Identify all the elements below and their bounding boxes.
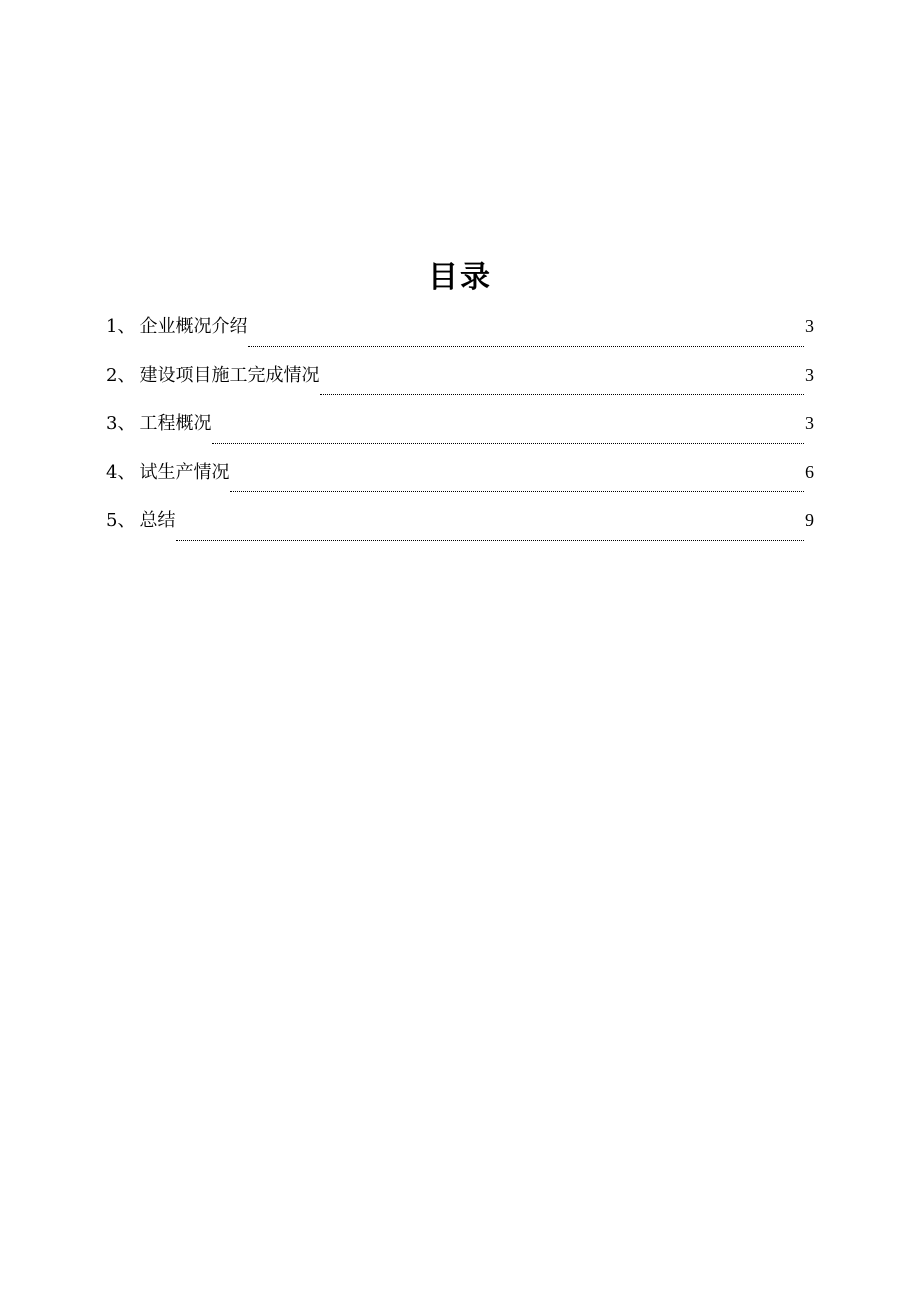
toc-entry-label: 建设项目施工完成情况 [139, 364, 320, 386]
toc-entry-1[interactable] [106, 310, 814, 359]
toc-entry-page: 3 [805, 316, 814, 336]
toc-entry-label: 试生产情况 [139, 461, 230, 483]
toc-dot-leader [212, 442, 804, 444]
toc-dot-leader [248, 345, 804, 347]
toc-entry-3[interactable] [106, 407, 814, 456]
toc-dot-leader [230, 490, 804, 492]
toc-entry-page: 9 [805, 510, 814, 530]
toc-entry-2[interactable] [106, 359, 814, 408]
toc-dot-leader [176, 539, 804, 541]
toc-entry-page: 3 [805, 413, 814, 433]
toc-entry-separator: 、 [117, 510, 136, 531]
toc-entry-page: 3 [805, 364, 814, 385]
toc-dot-leader [320, 393, 804, 395]
toc-entry-separator: 、 [117, 316, 136, 337]
toc-entry-number: 2 [106, 364, 118, 386]
toc-entry-separator: 、 [117, 364, 136, 386]
toc-title: 目录 [428, 260, 492, 295]
toc-entry-label: 企业概况介绍 [139, 316, 248, 337]
toc-entry-number: 3 [106, 413, 118, 434]
toc-entry-number: 5 [106, 510, 118, 531]
toc-entry-separator: 、 [117, 461, 136, 483]
toc-entry-4[interactable] [106, 456, 814, 505]
toc-entry-label: 工程概况 [139, 413, 212, 434]
toc-list [106, 310, 814, 553]
toc-entry-number: 1 [106, 316, 118, 337]
toc-entry-5[interactable] [106, 504, 814, 553]
toc-entry-label: 总结 [139, 510, 176, 531]
toc-entry-number: 4 [106, 461, 118, 483]
toc-entry-separator: 、 [117, 413, 136, 434]
toc-entry-page: 6 [805, 461, 814, 482]
